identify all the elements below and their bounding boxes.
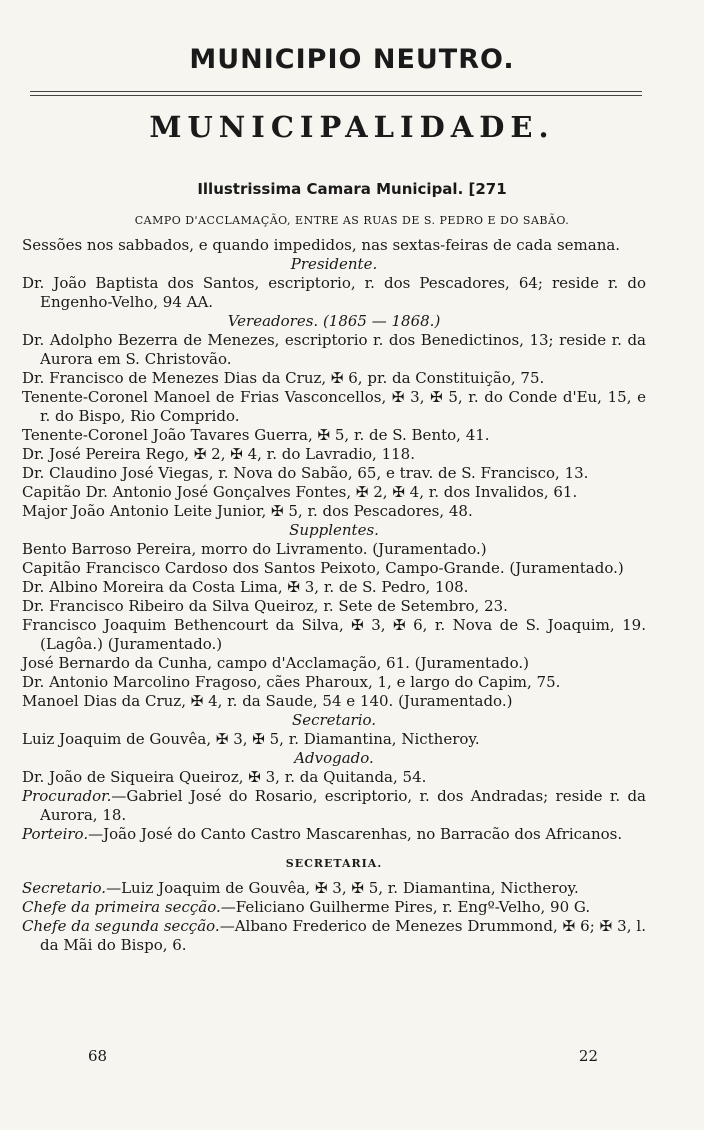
title-rule (30, 91, 642, 96)
secretaria-entry (22, 898, 646, 917)
vereador-entry: Tenente-Coronel Manoel de Frias Vasconcellos, ✠ 3, ✠ 5, r. do Conde d'Eu, 15, e r. do Bispo, Rio Comprido. (22, 388, 646, 425)
supplente-entry: Bento Barroso Pereira, morro do Livramento. (Juramentado.) (22, 540, 487, 558)
secretaria-label: Secretario. (22, 879, 107, 897)
page-title: MUNICIPIO NEUTRO. (189, 44, 515, 75)
supplentes-heading: Supplentes. (289, 521, 379, 539)
advogado-entry: Dr. João de Siqueira Queiroz, ✠ 3, r. da Quitanda, 54. (22, 768, 427, 786)
secretario-heading: Secretario. (291, 711, 377, 729)
secretaria-text: —Luiz Joaquim de Gouvêa, ✠ 3, ✠ 5, r. Diamantina, Nictheroy. (106, 879, 579, 897)
secretaria-label: Chefe da segunda secção. (22, 917, 220, 935)
vereadores-heading: Vereadores. (1865 — 1868.) (227, 312, 441, 330)
directory-body (22, 236, 646, 955)
porteiro-entry (22, 825, 646, 844)
supplente-entry: Dr. Antonio Marcolino Fragoso, cães Pharoux, 1, e largo do Capim, 75. (22, 673, 561, 691)
procurador-text: —Gabriel José do Rosario, escriptorio, r. dos Andradas; reside r. da Aurora, 18. (40, 787, 646, 824)
camara-heading: Illustrissima Camara Municipal. [271 (197, 180, 507, 198)
secretaria-entry (22, 917, 646, 955)
secretaria-text: —Albano Frederico de Menezes Drummond, ✠ 6; ✠ 3, l. da Mãi do Bispo, 6. (40, 917, 646, 954)
supplente-entry: Capitão Francisco Cardoso dos Santos Peixoto, Campo-Grande. (Juramentado.) (22, 559, 624, 577)
secretaria-label: Chefe da primeira secção. (22, 898, 221, 916)
secretaria-heading: SECRETARIA. (285, 857, 383, 870)
porteiro-text: —João José do Canto Castro Mascarenhas, no Barracão dos Africanos. (88, 825, 623, 843)
vereador-entry: Dr. Adolpho Bezerra de Menezes, escriptorio r. dos Benedictinos, 13; reside r. da Aurora em S. Christovão. (22, 331, 646, 368)
vereador-entry: Dr. Francisco de Menezes Dias da Cruz, ✠ 6, pr. da Constituição, 75. (22, 369, 545, 387)
procurador-label: Procurador. (22, 787, 112, 805)
supplente-entry: Dr. Francisco Ribeiro da Silva Queiroz, r. Sete de Setembro, 23. (22, 597, 508, 615)
vereador-entry: Dr. Claudino José Viegas, r. Nova do Sabão, 65, e trav. de S. Francisco, 13. (22, 464, 589, 482)
footer-left-number: 68 (88, 1047, 108, 1065)
sessions-note: Sessões nos sabbados, e quando impedidos, nas sextas-feiras de cada semana. (22, 236, 621, 254)
vereador-entry: Capitão Dr. Antonio José Gonçalves Fontes, ✠ 2, ✠ 4, r. dos Invalidos, 61. (22, 483, 578, 501)
page-number: 22 (578, 1047, 598, 1065)
vereador-entry: Dr. José Pereira Rego, ✠ 2, ✠ 4, r. do Lavradio, 118. (22, 445, 415, 463)
advogado-heading: Advogado. (294, 749, 374, 767)
supplente-entry: Francisco Joaquim Bethencourt da Silva, ✠ 3, ✠ 6, r. Nova de S. Joaquim, 19. (Lagôa.) (Juramentado.) (22, 616, 646, 653)
secretaria-entry (22, 879, 646, 898)
procurador-entry (22, 787, 646, 825)
supplente-entry: Manoel Dias da Cruz, ✠ 4, r. da Saude, 54 e 140. (Juramentado.) (22, 692, 513, 710)
secretario-entry: Luiz Joaquim de Gouvêa, ✠ 3, ✠ 5, r. Diamantina, Nictheroy. (22, 730, 480, 748)
presidente-entry: Dr. João Baptista dos Santos, escriptorio, r. dos Pescadores, 64; reside r. do Engenho-Velho, 94 AA. (22, 274, 646, 311)
presidente-heading: Presidente. (290, 255, 378, 273)
vereador-entry: Tenente-Coronel João Tavares Guerra, ✠ 5, r. de S. Bento, 41. (22, 426, 490, 444)
secretaria-text: —Feliciano Guilherme Pires, r. Engº-Velho, 90 G. (220, 898, 591, 916)
vereador-entry: Major João Antonio Leite Junior, ✠ 5, r. dos Pescadores, 48. (22, 502, 473, 520)
section-title: MUNICIPALIDADE. (149, 110, 555, 144)
supplente-entry: José Bernardo da Cunha, campo d'Acclamação, 61. (Juramentado.) (22, 654, 530, 672)
porteiro-label: Porteiro. (22, 825, 89, 843)
camara-address: CAMPO D'ACCLAMAÇÃO, ENTRE AS RUAS DE S. PEDRO E DO SABÃO. (134, 214, 570, 227)
supplente-entry: Dr. Albino Moreira da Costa Lima, ✠ 3, r. de S. Pedro, 108. (22, 578, 469, 596)
